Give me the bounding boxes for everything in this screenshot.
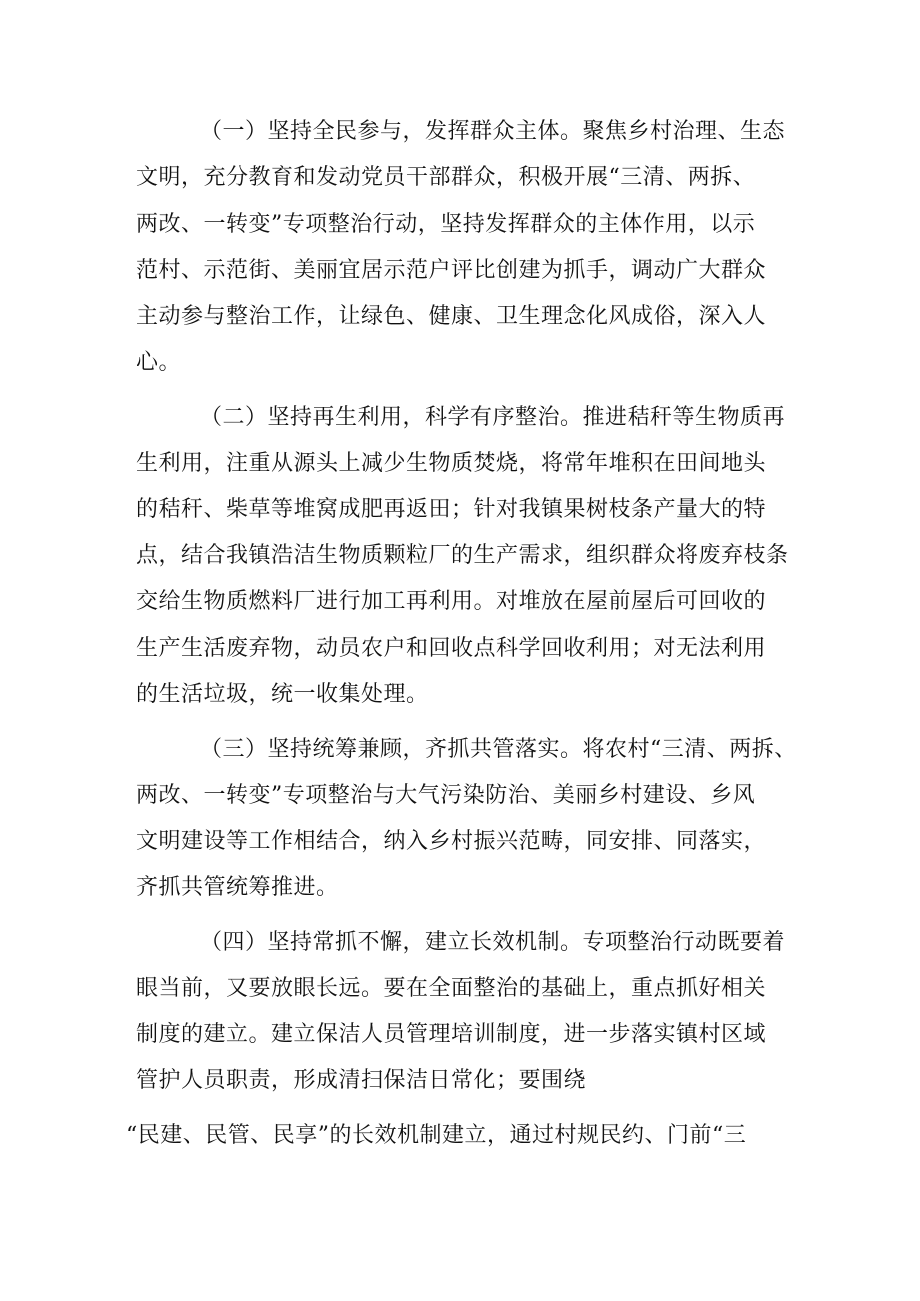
paragraph-4-line-3: 制度的建立。建立保洁人员管理培训制度，进一步落实镇村区域 xyxy=(136,1022,767,1047)
paragraph-3-line-1: （三）坚持统筹兼顾，齐抓共管落实。将农村“三清、两拆、 xyxy=(200,737,797,762)
paragraph-2-line-3: 的秸秆、柴草等堆窝成肥再返田；针对我镇果树枝条产量大的特 xyxy=(136,497,767,522)
paragraph-2-line-4: 点，结合我镇浩洁生物质颗粒厂的生产需求，组织群众将废弃枝条 xyxy=(136,543,789,568)
paragraph-4-line-4: 管护人员职责，形成清扫保洁日常化；要围绕 xyxy=(136,1068,587,1093)
paragraph-1-line-1: （一）坚持全民参与，发挥群众主体。聚焦乡村治理、生态 xyxy=(200,119,786,144)
paragraph-2-line-5: 交给生物质燃料厂进行加工再利用。对堆放在屋前屋后可回收的 xyxy=(136,589,767,614)
paragraph-2-line-1: （二）坚持再生利用，科学有序整治。推进秸秆等生物质再 xyxy=(200,405,786,430)
paragraph-1-line-6: 心。 xyxy=(136,350,182,375)
paragraph-2-line-6: 生产生活废弃物，动员农户和回收点科学回收利用；对无法利用 xyxy=(136,636,767,661)
paragraph-3-line-3: 文明建设等工作相结合，纳入乡村振兴范畴，同安排、同落实， xyxy=(136,829,767,854)
paragraph-2-line-7: 的生活垃圾，统一收集处理。 xyxy=(136,682,429,707)
paragraph-4-line-1: （四）坚持常抓不懈，建立长效机制。专项整治行动既要着 xyxy=(200,930,786,955)
paragraph-4-line-2: 眼当前，又要放眼长远。要在全面整治的基础上，重点抓好相关 xyxy=(136,976,767,1001)
paragraph-3-line-2: 两改、一转变”专项整治与大气污染防治、美丽乡村建设、乡风 xyxy=(136,783,756,808)
paragraph-1-line-2: 文明，充分教育和发动党员干部群众，积极开展“三清、两拆、 xyxy=(136,165,756,190)
paragraph-1-line-4: 范村、示范街、美丽宜居示范户评比创建为抓手，调动广大群众 xyxy=(136,258,767,283)
paragraph-2-line-2: 生利用，注重从源头上减少生物质焚烧，将常年堆积在田间地头 xyxy=(136,451,767,476)
paragraph-4-line-5: “民建、民管、民享”的长效机制建立，通过村规民约、门前“三 xyxy=(126,1123,747,1148)
paragraph-1-line-3: 两改、一转变”专项整治行动，坚持发挥群众的主体作用，以示 xyxy=(136,212,756,237)
paragraph-1-line-5: 主动参与整治工作，让绿色、健康、卫生理念化风成俗，深入人 xyxy=(136,304,767,329)
paragraph-3-line-4: 齐抓共管统筹推进。 xyxy=(136,875,339,900)
